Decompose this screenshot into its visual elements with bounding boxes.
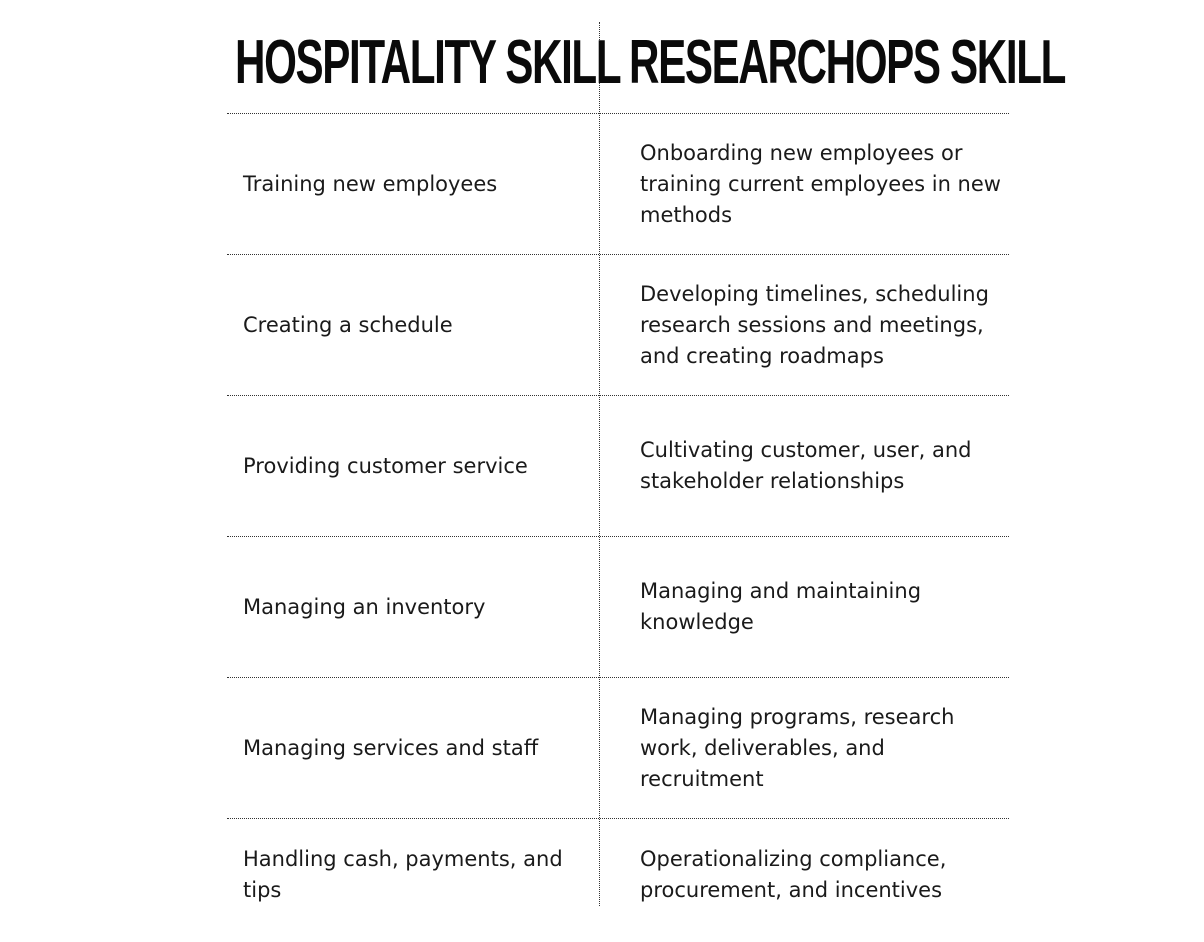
table-row	[227, 114, 1009, 255]
hospitality-skill-cell: Handling cash, payments, and tips	[243, 847, 563, 902]
table-row	[227, 537, 1009, 678]
header-researchops-skill: RESEARCHOPS SKILL	[629, 28, 1066, 97]
header-hospitality-skill: HOSPITALITY SKILL	[235, 28, 621, 97]
table-row	[227, 678, 1009, 819]
hospitality-skill-cell: Training new employees	[243, 171, 498, 196]
hospitality-skill-cell: Managing services and staff	[243, 735, 539, 760]
hospitality-skill-cell: Providing customer service	[243, 453, 528, 478]
table-header	[227, 22, 1066, 114]
skills-comparison-table	[227, 22, 1066, 906]
hospitality-skill-cell: Creating a schedule	[243, 312, 453, 337]
researchops-skill-cell: Managing programs, research work, deliverables, and recruitment	[640, 704, 955, 791]
researchops-skill-cell: Operationalizing compliance, procurement, and incentives	[640, 847, 947, 902]
table-row	[227, 396, 1009, 537]
researchops-skill-cell: Managing and maintaining knowledge	[640, 579, 922, 634]
researchops-skill-cell: Developing timelines, scheduling research sessions and meetings, and creating roadmaps	[640, 281, 989, 368]
researchops-skill-cell: Onboarding new employees or training current employees in new methods	[640, 140, 1001, 227]
table-row	[227, 819, 1009, 909]
hospitality-skill-cell: Managing an inventory	[243, 594, 486, 619]
table-row	[227, 255, 1009, 396]
researchops-skill-cell: Cultivating customer, user, and stakeholder relationships	[640, 438, 972, 493]
